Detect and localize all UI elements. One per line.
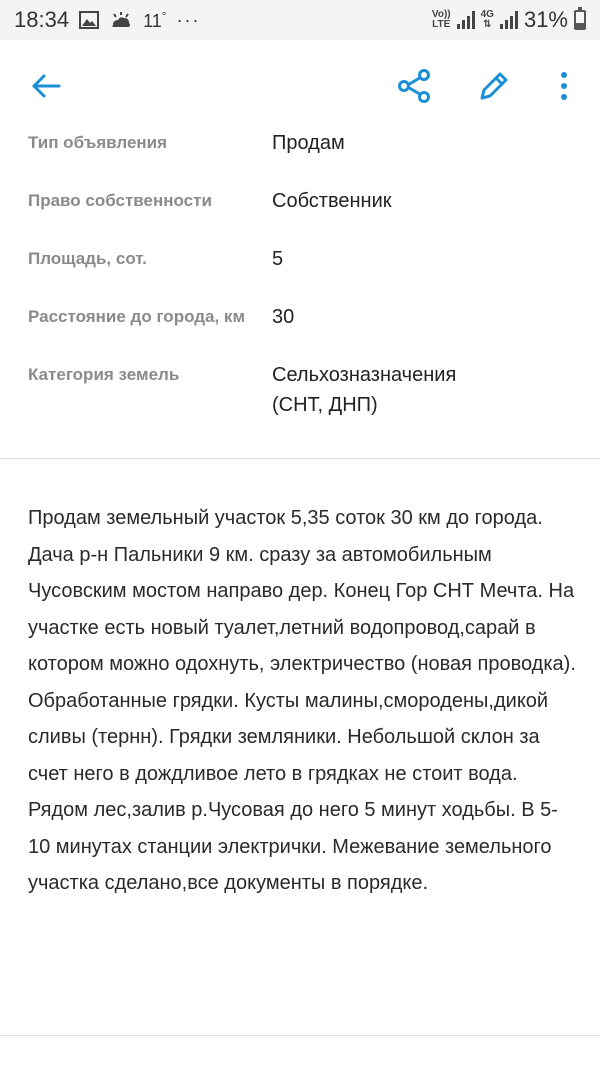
property-value: 30 — [272, 306, 295, 328]
signal-icon — [457, 11, 475, 29]
listing-properties — [0, 122, 600, 420]
property-value: Сельхозназначения (СНТ, ДНП) — [272, 364, 457, 416]
battery-icon — [574, 10, 586, 30]
app-bar — [0, 40, 600, 132]
signal-icon-2 — [500, 11, 518, 29]
weather-icon — [109, 11, 133, 29]
arrow-left-icon[interactable] — [28, 68, 64, 104]
divider — [0, 458, 600, 459]
property-row-distance — [0, 296, 600, 354]
status-time: 18:34 — [14, 7, 70, 32]
property-row-type — [0, 122, 600, 180]
property-value: Продам — [272, 132, 345, 154]
property-label: Расстояние до города, км — [28, 307, 246, 326]
property-row-area — [0, 238, 600, 296]
property-label: Право собственности — [28, 191, 212, 210]
property-label: Тип объявления — [28, 133, 168, 152]
property-label: Площадь, сот. — [28, 249, 147, 268]
status-bar — [0, 0, 600, 40]
status-temperature: 11° — [143, 8, 167, 31]
property-row-ownership — [0, 180, 600, 238]
property-row-land-category — [0, 354, 600, 420]
property-value: Собственник — [272, 190, 392, 212]
status-more-notifications: ··· — [176, 9, 201, 30]
share-icon[interactable] — [396, 68, 432, 104]
pencil-icon[interactable] — [476, 68, 512, 104]
listing-description: Продам земельный участок 5,35 соток 30 км до города. Дача р-н Пальники 9 км. сразу за автомобильным Чусовским мостом направо дер. Конец Гор СНТ Мечта. На участке есть новый туалет,летний водопровод,сарай в котором можно одохнуть, электричество (новая проводка). Обработанные грядки. Кусты малины,смородены,дикой сливы (тернн). Грядки земляники. Небольшой склон за счет него в дождливое лето в грядках не стоит вода. Рядом лес,залив р.Чусовая до него 5 минут ходьбы. В 5-10 минутах станции электрички. Межевание земельного участка сделано,все документы в порядке. — [28, 507, 582, 894]
more-vertical-icon[interactable] — [546, 68, 582, 104]
network-type: 4G ⇅ — [480, 9, 494, 30]
property-label: Категория земель — [28, 365, 180, 384]
image-notification-icon — [79, 11, 99, 29]
volte-indicator: Vo)) LTE — [431, 9, 451, 30]
divider — [0, 1035, 600, 1036]
battery-percent: 31% — [523, 7, 568, 32]
property-value: 5 — [272, 248, 284, 270]
